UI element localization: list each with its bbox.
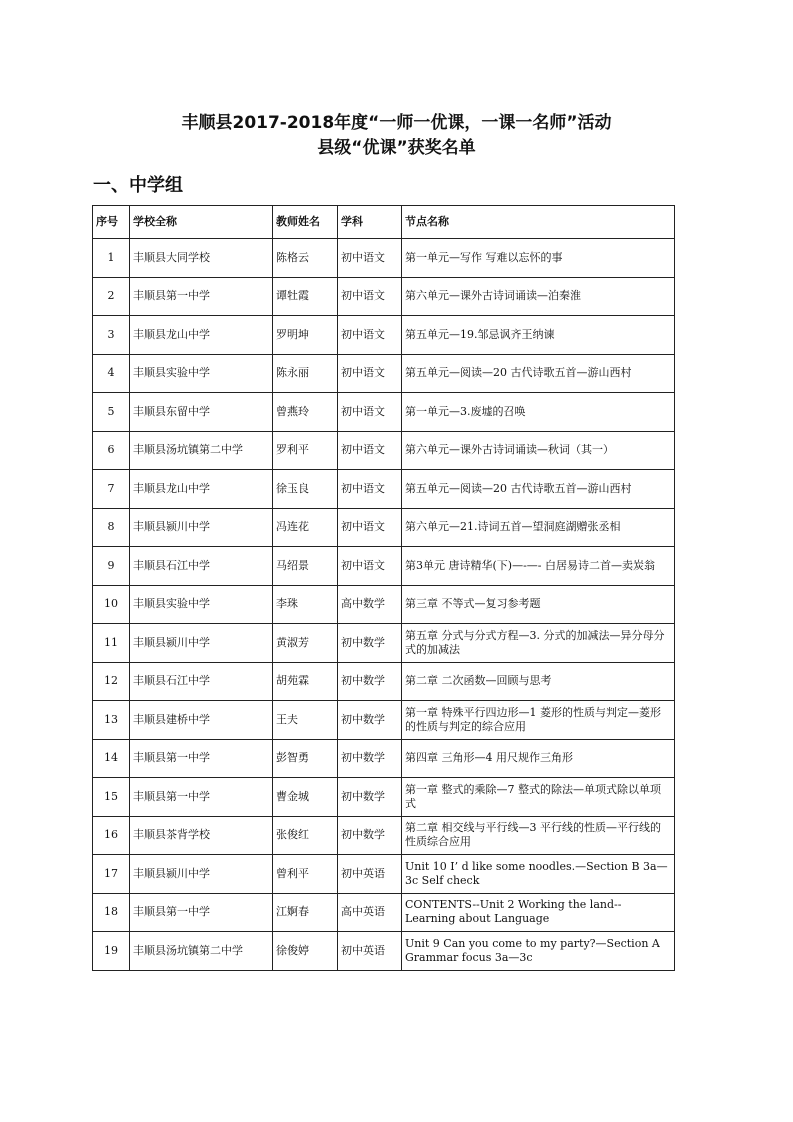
cell-teacher: 李珠	[273, 585, 338, 624]
table-header-row	[93, 206, 675, 239]
cell-teacher: 曹金城	[273, 778, 338, 817]
cell-school: 丰顺县第一中学	[130, 277, 273, 316]
cell-subject: 初中数学	[338, 701, 402, 740]
cell-lesson: CONTENTS--Unit 2 Working the land--Learning about Language	[402, 893, 675, 932]
table-row	[93, 778, 675, 817]
cell-subject: 初中数学	[338, 816, 402, 855]
cell-school: 丰顺县茶背学校	[130, 816, 273, 855]
cell-subject: 初中语文	[338, 547, 402, 586]
cell-teacher: 江婀春	[273, 893, 338, 932]
cell-subject: 初中英语	[338, 855, 402, 894]
cell-lesson: Unit 10 I’ d like some noodles.—Section B 3a—3c Self check	[402, 855, 675, 894]
cell-no: 8	[93, 508, 130, 547]
cell-school: 丰顺县颍川中学	[130, 508, 273, 547]
cell-no: 4	[93, 354, 130, 393]
table-row	[93, 893, 675, 932]
cell-no: 15	[93, 778, 130, 817]
header-teacher: 教师姓名	[273, 206, 338, 239]
cell-subject: 初中数学	[338, 624, 402, 663]
document-subtitle: 县级“优课”获奖名单	[317, 138, 476, 158]
cell-lesson: 第六单元—21.诗词五首—望洞庭湖赠张丞相	[402, 508, 675, 547]
section-heading: 一、中学组	[93, 175, 183, 196]
cell-school: 丰顺县大同学校	[130, 239, 273, 278]
cell-no: 10	[93, 585, 130, 624]
cell-subject: 初中数学	[338, 739, 402, 778]
cell-school: 丰顺县石江中学	[130, 662, 273, 701]
cell-subject: 初中语文	[338, 470, 402, 509]
cell-school: 丰顺县实验中学	[130, 585, 273, 624]
cell-school: 丰顺县颍川中学	[130, 855, 273, 894]
cell-no: 3	[93, 316, 130, 355]
header-school: 学校全称	[130, 206, 273, 239]
table-row	[93, 855, 675, 894]
cell-school: 丰顺县龙山中学	[130, 316, 273, 355]
cell-subject: 初中语文	[338, 316, 402, 355]
table-row	[93, 739, 675, 778]
cell-lesson: 第六单元—课外古诗词诵读—泊秦淮	[402, 277, 675, 316]
cell-no: 5	[93, 393, 130, 432]
cell-no: 1	[93, 239, 130, 278]
cell-school: 丰顺县汤坑镇第二中学	[130, 431, 273, 470]
cell-no: 16	[93, 816, 130, 855]
cell-school: 丰顺县东留中学	[130, 393, 273, 432]
awards-table	[92, 205, 675, 971]
cell-subject: 初中语文	[338, 239, 402, 278]
cell-teacher: 马绍景	[273, 547, 338, 586]
cell-teacher: 徐玉良	[273, 470, 338, 509]
cell-subject: 初中语文	[338, 354, 402, 393]
cell-no: 18	[93, 893, 130, 932]
cell-lesson: Unit 9 Can you come to my party?—Section A Grammar focus 3a—3c	[402, 932, 675, 971]
cell-no: 2	[93, 277, 130, 316]
cell-school: 丰顺县第一中学	[130, 778, 273, 817]
cell-teacher: 张俊红	[273, 816, 338, 855]
cell-school: 丰顺县颍川中学	[130, 624, 273, 663]
cell-teacher: 王夫	[273, 701, 338, 740]
cell-lesson: 第五章 分式与分式方程—3. 分式的加减法—异分母分式的加减法	[402, 624, 675, 663]
cell-school: 丰顺县第一中学	[130, 739, 273, 778]
cell-subject: 高中数学	[338, 585, 402, 624]
cell-lesson: 第五单元—19.邹忌讽齐王纳谏	[402, 316, 675, 355]
cell-teacher: 陈格云	[273, 239, 338, 278]
cell-teacher: 胡苑霖	[273, 662, 338, 701]
cell-lesson: 第3单元 唐诗精华(下)—-—- 白居易诗二首—卖炭翁	[402, 547, 675, 586]
cell-teacher: 黄淑芳	[273, 624, 338, 663]
table-row	[93, 354, 675, 393]
header-no: 序号	[93, 206, 130, 239]
cell-school: 丰顺县第一中学	[130, 893, 273, 932]
cell-subject: 初中英语	[338, 932, 402, 971]
cell-teacher: 冯连花	[273, 508, 338, 547]
table-row	[93, 431, 675, 470]
cell-no: 9	[93, 547, 130, 586]
cell-subject: 初中数学	[338, 778, 402, 817]
cell-teacher: 罗明坤	[273, 316, 338, 355]
cell-lesson: 第五单元—阅读—20 古代诗歌五首—游山西村	[402, 354, 675, 393]
cell-lesson: 第四章 三角形—4 用尺规作三角形	[402, 739, 675, 778]
table-row	[93, 816, 675, 855]
table-row	[93, 585, 675, 624]
table-row	[93, 239, 675, 278]
cell-subject: 初中数学	[338, 662, 402, 701]
cell-school: 丰顺县实验中学	[130, 354, 273, 393]
cell-teacher: 曾燕玲	[273, 393, 338, 432]
cell-lesson: 第一单元—写作 写难以忘怀的事	[402, 239, 675, 278]
cell-no: 6	[93, 431, 130, 470]
table-row	[93, 508, 675, 547]
cell-teacher: 徐俊婷	[273, 932, 338, 971]
cell-no: 13	[93, 701, 130, 740]
cell-no: 17	[93, 855, 130, 894]
cell-no: 11	[93, 624, 130, 663]
cell-lesson: 第六单元—课外古诗词诵读—秋词（其一）	[402, 431, 675, 470]
header-subject: 学科	[338, 206, 402, 239]
table-row	[93, 624, 675, 663]
cell-lesson: 第二章 二次函数—回顾与思考	[402, 662, 675, 701]
cell-lesson: 第二章 相交线与平行线—3 平行线的性质—平行线的性质综合应用	[402, 816, 675, 855]
table-row	[93, 316, 675, 355]
cell-lesson: 第一单元—3.废墟的召唤	[402, 393, 675, 432]
cell-no: 14	[93, 739, 130, 778]
cell-no: 7	[93, 470, 130, 509]
cell-school: 丰顺县石江中学	[130, 547, 273, 586]
table-row	[93, 393, 675, 432]
cell-lesson: 第五单元—阅读—20 古代诗歌五首—游山西村	[402, 470, 675, 509]
table-row	[93, 932, 675, 971]
cell-subject: 初中语文	[338, 508, 402, 547]
cell-teacher: 罗利平	[273, 431, 338, 470]
table-row	[93, 470, 675, 509]
cell-subject: 初中语文	[338, 277, 402, 316]
table-row	[93, 662, 675, 701]
table-row	[93, 547, 675, 586]
table-row	[93, 701, 675, 740]
cell-subject: 高中英语	[338, 893, 402, 932]
header-lesson: 节点名称	[402, 206, 675, 239]
cell-subject: 初中语文	[338, 431, 402, 470]
cell-teacher: 彭智勇	[273, 739, 338, 778]
cell-lesson: 第一章 整式的乘除—7 整式的除法—单项式除以单项式	[402, 778, 675, 817]
cell-teacher: 曾利平	[273, 855, 338, 894]
cell-teacher: 谭牡霞	[273, 277, 338, 316]
cell-lesson: 第一章 特殊平行四边形—1 菱形的性质与判定—菱形的性质与判定的综合应用	[402, 701, 675, 740]
cell-no: 19	[93, 932, 130, 971]
cell-lesson: 第三章 不等式—复习参考题	[402, 585, 675, 624]
document-title: 丰顺县2017-2018年度“一师一优课，一课一名师”活动	[181, 113, 612, 133]
table-row	[93, 277, 675, 316]
cell-teacher: 陈永丽	[273, 354, 338, 393]
cell-subject: 初中语文	[338, 393, 402, 432]
cell-school: 丰顺县汤坑镇第二中学	[130, 932, 273, 971]
cell-school: 丰顺县建桥中学	[130, 701, 273, 740]
cell-school: 丰顺县龙山中学	[130, 470, 273, 509]
cell-no: 12	[93, 662, 130, 701]
